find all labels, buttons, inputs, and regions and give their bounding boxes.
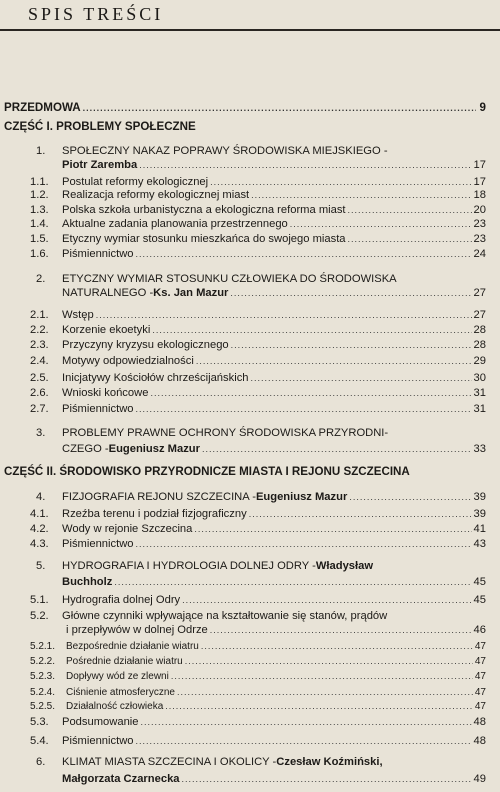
toc-entry-number: 4.2. xyxy=(30,523,49,535)
toc-entry-title: Pośrednie działanie wiatru xyxy=(66,656,183,667)
dot-leader xyxy=(136,248,472,261)
toc-entry-page: 49 xyxy=(473,773,486,785)
toc-entry-page: 33 xyxy=(473,443,486,455)
toc-entry-page: 41 xyxy=(473,523,486,535)
toc-entry-number: 5.4. xyxy=(30,735,49,747)
toc-entry-title: Dopływy wód ze zlewni xyxy=(66,671,169,682)
toc-entry-number: 1.6. xyxy=(30,248,49,260)
toc-entry-author: Ks. Jan Mazur xyxy=(153,287,229,299)
dot-leader xyxy=(150,387,471,400)
toc-entry-page: 47 xyxy=(474,671,486,682)
toc-entry-number: 5.2.2. xyxy=(30,656,56,667)
toc-entry-page: 17 xyxy=(473,176,486,188)
toc-entry-title: Ciśnienie atmosferyczne xyxy=(66,687,175,698)
dot-leader xyxy=(136,735,472,748)
toc-entry-number: 1. xyxy=(36,145,46,157)
toc-entry-number: 1.1. xyxy=(30,176,49,188)
toc-entry-title: CZĘŚĆ II. ŚRODOWISKO PRZYRODNICZE MIASTA I REJONU SZCZECINA xyxy=(4,465,410,478)
toc-entry-author: Czesław Koźmiński, xyxy=(276,756,383,768)
toc-entry-number: 1.2. xyxy=(30,189,49,201)
toc-entry-page: 18 xyxy=(473,189,486,201)
toc-entry-number: 2.4. xyxy=(30,355,49,367)
dot-leader xyxy=(96,309,472,322)
toc-entry-number: 6. xyxy=(36,756,46,768)
toc-entry-title: ETYCZNY WYMIAR STOSUNKU CZŁOWIEKA DO ŚRODOWISKA xyxy=(62,273,397,285)
toc-entry-title: CZEGO - xyxy=(62,443,109,455)
toc-entry-title: NATURALNEGO - xyxy=(62,287,154,299)
toc-entry-page: 45 xyxy=(473,576,486,588)
toc-entry-title: Piśmiennictwo xyxy=(62,735,134,747)
toc-entry-number: 3. xyxy=(36,427,46,439)
toc-entry-page: 28 xyxy=(473,324,486,336)
toc-entry-number: 2.6. xyxy=(30,387,49,399)
dot-leader xyxy=(230,287,471,300)
toc-entry-title: Bezpośrednie działanie wiatru xyxy=(66,641,199,652)
toc-entry-number: 1.3. xyxy=(30,204,49,216)
toc-entry-author: Eugeniusz Mazur xyxy=(255,491,348,503)
dot-leader xyxy=(171,670,473,683)
toc-entry-number: 2.7. xyxy=(30,403,49,415)
toc-entry-author: Buchholz xyxy=(62,576,113,588)
toc-entry-title: i przepływów w dolnej Odrze xyxy=(66,624,208,636)
toc-entry-number: 2. xyxy=(36,273,46,285)
toc-entry-title: HYDROGRAFIA I HYDROLOGIA DOLNEJ ODRY - xyxy=(62,560,316,572)
toc-entry-title: Hydrografia dolnej Odry xyxy=(62,594,181,606)
dot-leader xyxy=(139,159,471,172)
toc-entry-title: KLIMAT MIASTA SZCZECINA I OKOLICY - xyxy=(62,756,277,768)
toc-entry-number: 2.5. xyxy=(30,372,49,384)
toc-entry-number: 2.1. xyxy=(30,309,49,321)
dot-leader xyxy=(141,716,472,729)
page-heading: SPIS TREŚCI xyxy=(28,4,164,24)
dot-leader xyxy=(348,233,472,246)
toc-entry-title: Przyczyny kryzysu ekologicznego xyxy=(62,339,229,351)
toc-entry-page: 47 xyxy=(474,641,486,652)
toc-entry-page: 43 xyxy=(473,538,486,550)
toc-entry-title: Aktualne zadania planowania przestrzennego xyxy=(62,218,288,230)
toc-entry-page: 48 xyxy=(473,735,486,747)
toc-entry-title: CZĘŚĆ I. PROBLEMY SPOŁECZNE xyxy=(4,120,196,133)
toc-entry-number: 5.2.3. xyxy=(30,671,56,682)
toc-entry-page: 31 xyxy=(473,387,486,399)
toc-entry-number: 5. xyxy=(36,560,46,572)
toc-entry-page: 17 xyxy=(473,159,486,171)
toc-entry-number: 4.1. xyxy=(30,508,49,520)
dot-leader xyxy=(202,443,472,456)
toc-entry-author: Małgorzata Czarnecka xyxy=(62,773,180,785)
dot-leader xyxy=(290,218,472,231)
toc-entry-page: 23 xyxy=(473,233,486,245)
toc-entry-title: Realizacja reformy ekologicznej miast xyxy=(62,189,250,201)
toc-entry-number: 5.2.1. xyxy=(30,641,56,652)
toc-entry-title: Piśmiennictwo xyxy=(62,403,134,415)
toc-entry-number: 4. xyxy=(36,491,46,503)
toc-entry-title: Polska szkoła urbanistyczna a ekologiczna reforma miast xyxy=(62,204,346,216)
toc-entry-number: 5.2.4. xyxy=(30,687,56,698)
toc-entry-page: 47 xyxy=(474,687,486,698)
dot-leader xyxy=(152,324,471,337)
toc-entry-page: 23 xyxy=(473,218,486,230)
dot-leader xyxy=(196,355,472,368)
toc-entry-page: 48 xyxy=(473,716,486,728)
toc-entry-title: Inicjatywy Kościołów chrześcijańskich xyxy=(62,372,249,384)
toc-entry-number: 5.3. xyxy=(30,716,49,728)
toc-entry-number: 5.2. xyxy=(30,610,49,622)
toc-entry-page: 29 xyxy=(473,355,486,367)
toc-entry-page: 31 xyxy=(473,403,486,415)
toc-entry-page: 27 xyxy=(473,287,486,299)
toc-entry-page: 28 xyxy=(473,339,486,351)
dot-leader xyxy=(194,523,471,536)
dot-leader xyxy=(348,204,472,217)
dot-leader xyxy=(251,189,471,202)
dot-leader xyxy=(210,624,472,637)
dot-leader xyxy=(182,773,472,786)
dot-leader xyxy=(136,538,472,551)
toc-entry-page: 39 xyxy=(473,508,486,520)
toc-entry-title: Rzeźba terenu i podział fizjograficzny xyxy=(62,508,247,520)
dot-leader xyxy=(185,655,473,668)
toc-entry-number: 2.3. xyxy=(30,339,49,351)
dot-leader xyxy=(249,508,472,521)
dot-leader xyxy=(177,686,473,699)
toc-entry-number: 1.5. xyxy=(30,233,49,245)
dot-leader xyxy=(210,176,471,189)
dot-leader xyxy=(165,700,473,713)
toc-entry-page: 47 xyxy=(474,656,486,667)
toc-entry-page: 46 xyxy=(473,624,486,636)
dot-leader xyxy=(349,491,471,504)
toc-entry-title: Etyczny wymiar stosunku mieszkańca do swojego miasta xyxy=(62,233,346,245)
toc-entry-title: Korzenie ekoetyki xyxy=(62,324,151,336)
toc-entry-title: PROBLEMY PRAWNE OCHRONY ŚRODOWISKA PRZYRODNI- xyxy=(62,427,389,439)
toc-entry-author: Piotr Zaremba xyxy=(62,159,138,171)
toc-entry-page: 27 xyxy=(473,309,486,321)
dot-leader xyxy=(201,640,473,653)
dot-leader xyxy=(182,594,471,607)
toc-entry-title: Motywy odpowiedzialności xyxy=(62,355,194,367)
toc-entry-page: 47 xyxy=(474,701,486,712)
dot-leader xyxy=(136,403,472,416)
toc-entry-number: 5.1. xyxy=(30,594,49,606)
toc-entry-title: Piśmiennictwo xyxy=(62,248,134,260)
toc-entry-title: Główne czynniki wpływające na kształtowanie się stanów, prądów xyxy=(62,610,388,622)
toc-entry-page: 9 xyxy=(479,101,486,114)
toc-entry-title: Wstęp xyxy=(62,309,94,321)
toc-entry-number: 5.2.5. xyxy=(30,701,56,712)
dot-leader xyxy=(114,576,471,589)
toc-entry-title: Podsumowanie xyxy=(62,716,139,728)
toc-entry-author: Eugeniusz Mazur xyxy=(108,443,200,455)
toc-entry-page: 39 xyxy=(473,491,486,503)
dot-leader xyxy=(251,372,472,385)
toc-entry-title: Piśmiennictwo xyxy=(62,538,134,550)
toc-entry-page: 20 xyxy=(473,204,486,216)
toc-entry-number: 4.3. xyxy=(30,538,49,550)
toc-entry-title: FIZJOGRAFIA REJONU SZCZECINA - xyxy=(62,491,256,503)
toc-entry-title: SPOŁECZNY NAKAZ POPRAWY ŚRODOWISKA MIEJSKIEGO - xyxy=(62,145,388,157)
toc-entry-author: Władysław xyxy=(315,560,374,572)
dot-leader xyxy=(231,339,472,352)
toc-entry-number: 1.4. xyxy=(30,218,49,230)
toc-entry-title: Działalność człowieka xyxy=(66,701,164,712)
toc-entry-title: Wody w rejonie Szczecina xyxy=(62,523,193,535)
toc-entry-number: 2.2. xyxy=(30,324,49,336)
toc-entry-page: 45 xyxy=(473,594,486,606)
toc-entry-title: Postulat reformy ekologicznej xyxy=(62,176,209,188)
toc-entry-title: PRZEDMOWA xyxy=(4,101,81,114)
toc-entry-page: 30 xyxy=(473,372,486,384)
toc-entry-page: 24 xyxy=(473,248,486,260)
toc-entry-title: Wnioski końcowe xyxy=(62,387,149,399)
dot-leader xyxy=(83,102,476,115)
